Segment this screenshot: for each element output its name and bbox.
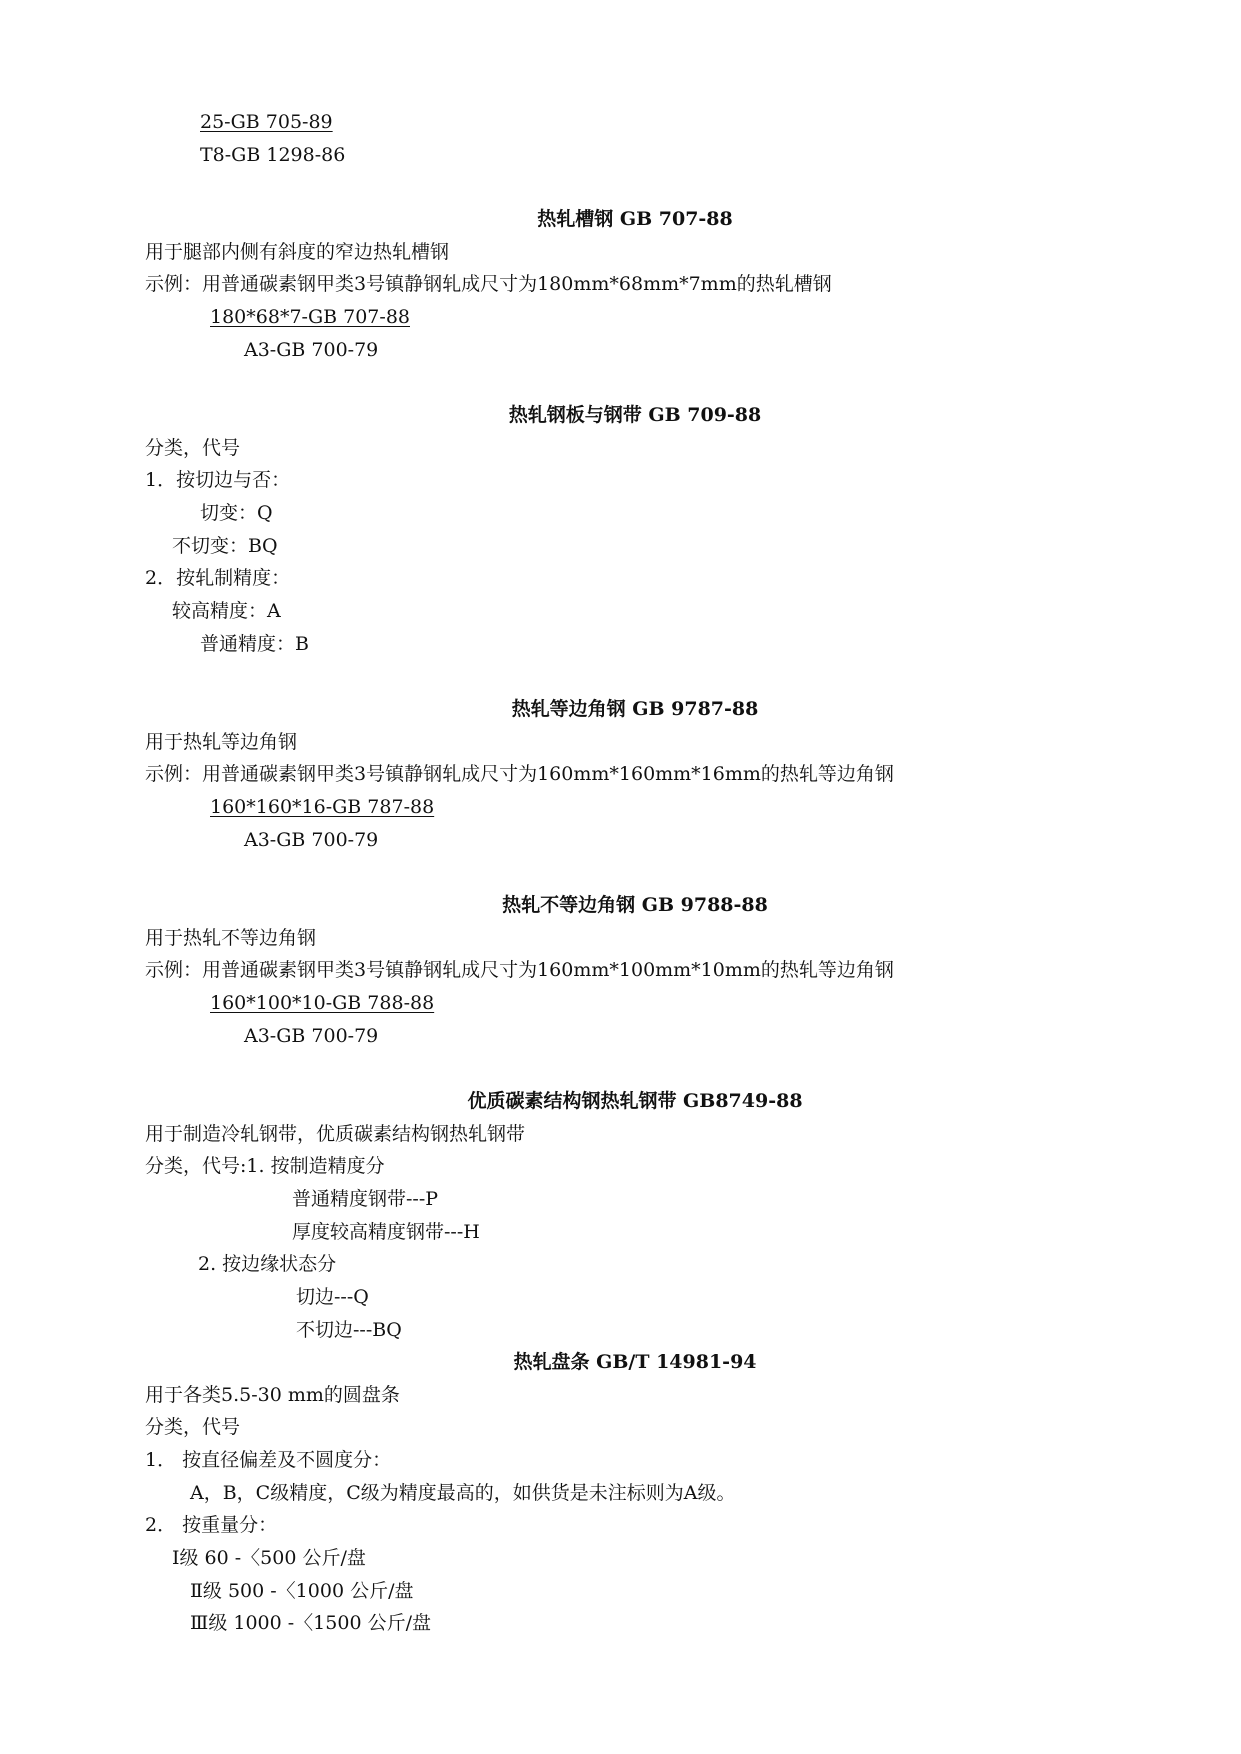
- coil-item-2: 2． 按重量分：: [145, 1514, 278, 1536]
- channel-code-1: 180*68*7-GB 707-88: [210, 306, 410, 328]
- strip-classify: 分类，代号:1. 按制造精度分: [145, 1155, 385, 1177]
- strip-precision-p: 普通精度钢带---P: [292, 1188, 439, 1210]
- coil-grade-2: Ⅱ级 500 -〈1000 公斤/盘: [190, 1580, 414, 1602]
- top-code-line-2: T8-GB 1298-86: [200, 144, 346, 166]
- strip-edge-q: 切边---Q: [296, 1286, 369, 1308]
- section-title-channel-steel: 热轧槽钢 GB 707-88: [537, 208, 733, 230]
- section-title-plate-strip: 热轧钢板与钢带 GB 709-88: [508, 404, 762, 426]
- coil-grade-3: Ⅲ级 1000 -〈1500 公斤/盘: [190, 1612, 431, 1634]
- plate-intro: 分类，代号: [145, 437, 241, 459]
- plate-item-1: 1．按切边与否：: [145, 469, 291, 491]
- coil-item-1: 1． 按直径偏差及不圆度分：: [145, 1449, 392, 1471]
- coil-usage: 用于各类5.5-30 mm的圆盘条: [145, 1384, 400, 1406]
- section-title-equal-angle: 热轧等边角钢 GB 9787-88: [511, 698, 759, 720]
- channel-code-2: A3-GB 700-79: [244, 339, 379, 361]
- channel-example: 示例：用普通碳素钢甲类3号镇静钢轧成尺寸为180mm*68mm*7mm的热轧槽钢: [145, 273, 832, 295]
- plate-item-1-uncut: 不切变：BQ: [172, 535, 278, 557]
- coil-intro: 分类，代号: [145, 1416, 241, 1438]
- section-title-quality-strip: 优质碳素结构钢热轧钢带 GB8749-88: [467, 1090, 803, 1112]
- strip-edge-bq: 不切边---BQ: [296, 1319, 402, 1341]
- unequal-angle-code-2: A3-GB 700-79: [244, 1025, 379, 1047]
- unequal-angle-example: 示例：用普通碳素钢甲类3号镇静钢轧成尺寸为160mm*100mm*10mm的热轧等边角钢: [145, 959, 894, 981]
- strip-usage: 用于制造冷轧钢带，优质碳素结构钢热轧钢带: [145, 1123, 526, 1145]
- section-title-wire-rod: 热轧盘条 GB/T 14981-94: [513, 1351, 757, 1373]
- equal-angle-example: 示例：用普通碳素钢甲类3号镇静钢轧成尺寸为160mm*160mm*16mm的热轧等边角钢: [145, 763, 894, 785]
- coil-grade-1: Ⅰ级 60 -〈500 公斤/盘: [172, 1547, 366, 1569]
- top-code-line-1: 25-GB 705-89: [200, 111, 333, 133]
- coil-item-1-text: A，B，C级精度，C级为精度最高的，如供货是未注标则为A级。: [190, 1482, 736, 1504]
- equal-angle-code-1: 160*160*16-GB 787-88: [210, 796, 435, 818]
- unequal-angle-usage: 用于热轧不等边角钢: [145, 927, 317, 949]
- strip-precision-h: 厚度较高精度钢带---H: [292, 1221, 480, 1243]
- channel-usage: 用于腿部内侧有斜度的窄边热轧槽钢: [145, 241, 450, 263]
- plate-item-1-cut: 切变：Q: [200, 502, 273, 524]
- plate-item-2-high: 较高精度：A: [172, 600, 281, 622]
- plate-item-2-normal: 普通精度：B: [200, 633, 309, 655]
- strip-item-2: 2. 按边缘状态分: [198, 1253, 337, 1275]
- plate-item-2: 2．按轧制精度：: [145, 567, 291, 589]
- unequal-angle-code-1: 160*100*10-GB 788-88: [210, 992, 435, 1014]
- equal-angle-usage: 用于热轧等边角钢: [145, 731, 298, 753]
- section-title-unequal-angle: 热轧不等边角钢 GB 9788-88: [502, 894, 768, 916]
- equal-angle-code-2: A3-GB 700-79: [244, 829, 379, 851]
